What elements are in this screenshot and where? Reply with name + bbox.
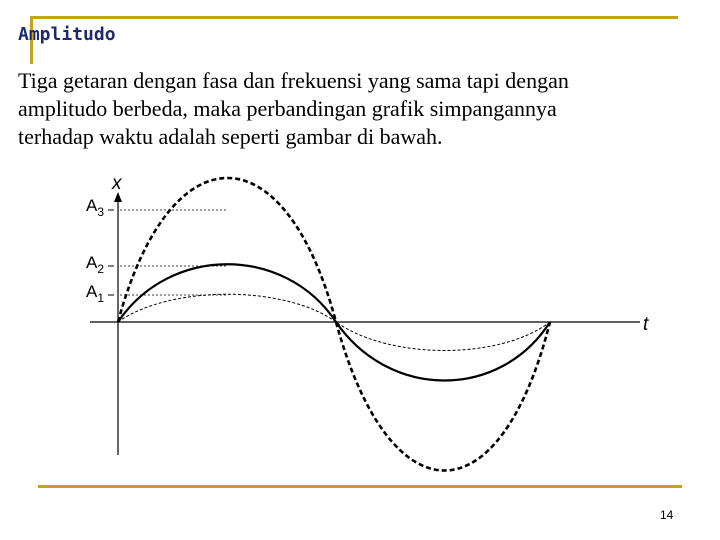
t-axis-label: t [643, 314, 649, 335]
amplitude-label-a1-sub: 1 [97, 291, 105, 305]
slide-body-text: Tiga getaran dengan fasa dan frekuensi yang sama tapi dengan amplitudo berbeda, maka perbandingan grafik simpangannya terhadap waktu adalah seperti gambar di bawah. [18, 68, 569, 149]
amplitude-label-a3-main: A [86, 196, 98, 215]
slide-title: Amplitudo [18, 24, 116, 45]
amplitude-label-a3 [86, 196, 104, 219]
amplitude-label-a2-main: A [86, 253, 98, 272]
wave-a3 [118, 178, 550, 471]
page-number: 14 [660, 508, 674, 522]
amplitude-label-a1 [86, 282, 104, 305]
amplitude-label-a3-sub: 3 [97, 205, 105, 219]
x-axis-label: x [112, 173, 122, 194]
amplitude-label-a1-main: A [86, 282, 98, 301]
amplitude-label-a2-sub: 2 [97, 262, 105, 276]
amplitude-label-a2 [86, 253, 104, 276]
